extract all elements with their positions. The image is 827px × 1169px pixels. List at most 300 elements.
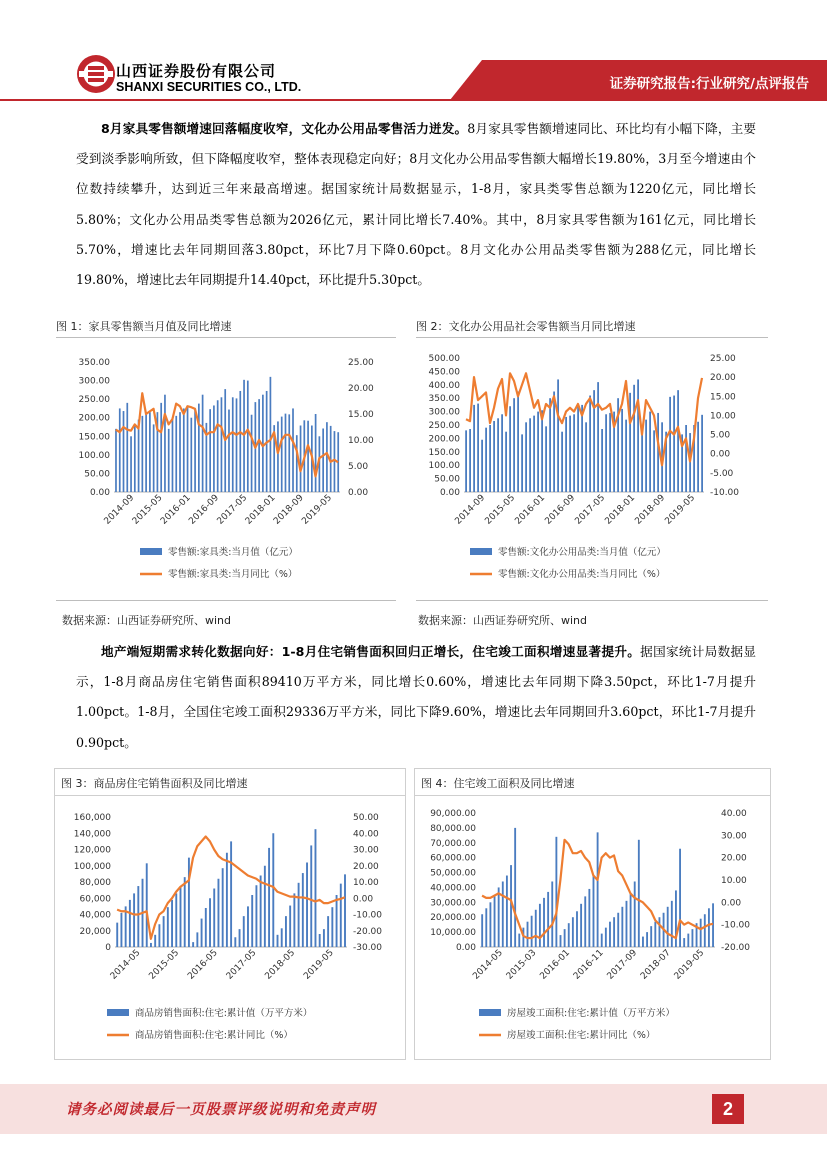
fig3-bar [205,908,207,947]
fig3-bar [306,863,308,948]
fig3-bar [158,924,160,947]
fig1-bar [288,414,290,492]
fig4-bar [572,917,574,947]
fig1-bar [217,400,219,492]
fig3-bar [218,879,220,947]
fig3-left-tick-label: 100,000 [73,861,111,872]
fig4-right-tick-label: 30.00 [721,831,747,842]
page-header [0,0,827,110]
fig4-bar [531,916,533,947]
paragraph-property-body: 据国家统计局数据显示，1-8月商品房住宅销售面积89410万平方米，同比增长0.60%，增速比去年同期下降3.50pct，环比1-7月提升1.00pct。1-8月，全国住宅竣工面积29336万平方米，同比下降9.60%，增速比去年同期回升3.60pct，环比1-7月提升0.90pct。 [76,644,756,750]
fig2-bar [481,440,483,492]
fig1-right-tick-label: 25.00 [348,358,374,368]
figure-1-top-rule [56,337,396,338]
fig4-bar [700,919,702,947]
footer-disclaimer-link[interactable]: 请务必阅读最后一页股票评级说明和免责声明 [66,1101,376,1118]
fig3-bar [277,935,279,947]
fig1-bar [175,416,177,492]
fig2-legend-bar-label: 零售额:文化办公用品类:当月值（亿元） [498,547,666,558]
fig4-x-tick-label: 2019-05 [672,948,707,982]
fig2-bar [589,396,591,492]
fig4-bar [584,896,586,947]
fig4-bar [621,907,623,947]
fig4-right-tick-label: 10.00 [721,876,747,886]
fig3-left-tick-label: 60,000 [79,894,111,905]
fig3-left-tick-label: 20,000 [79,926,111,937]
fig1-left-tick-label: 200.00 [78,413,110,424]
fig4-bar [638,840,640,947]
fig1-bar [300,426,302,492]
fig1-left-tick-label: 300.00 [78,376,110,387]
fig2-left-tick-label: 500.00 [428,354,460,364]
fig2-bar [553,392,555,493]
fig4-left-tick-label: 0.00 [455,943,476,953]
fig4-legend-line-label: 房屋竣工面积:住宅:累计同比（%） [507,1030,656,1041]
chart-furniture-retail [52,344,402,594]
fig2-bar [649,412,651,492]
figure-4-caption-rule [415,795,770,796]
fig4-bar [593,876,595,947]
fig3-bar [293,893,295,947]
fig3-bar [234,937,236,947]
fig4-bar [687,934,689,947]
fig1-bar [190,418,192,492]
fig4-bar [601,934,603,947]
fig3-bar [192,942,194,947]
fig2-bar [697,422,699,492]
fig2-bar [569,416,571,492]
fig2-bar [609,413,611,492]
fig2-bar [689,433,691,492]
fig2-bar [669,397,671,492]
fig3-bar [116,923,118,947]
fig3-right-tick-label: 50.00 [353,813,379,823]
fig4-bar [518,934,520,947]
fig2-bar [473,405,475,492]
fig2-right-tick-label: 15.00 [710,392,736,403]
fig2-bar [517,392,519,493]
figure-1-source: 数据来源：山西证券研究所、wind [62,614,232,627]
fig2-left-tick-label: 350.00 [428,394,460,405]
figure-4-panel [414,768,771,1060]
fig4-bar [588,889,590,947]
fig4-bar [626,901,628,947]
fig4-left-tick-label: 70,000.00 [430,838,476,849]
figure-4-caption: 图 4：住宅竣工面积及同比增速 [421,777,575,790]
fig4-left-tick-label: 40,000.00 [430,883,476,894]
fig1-left-tick-label: 150.00 [78,432,110,443]
fig4-bar [630,893,632,947]
fig2-right-tick-label: 5.00 [710,430,731,441]
fig1-bar [315,414,317,492]
fig4-bar [671,901,673,947]
fig3-bar [336,895,338,947]
fig3-x-tick-label: 2014-05 [108,948,143,982]
fig1-bar [119,408,121,492]
fig3-bar [150,943,152,947]
fig3-x-tick-label: 2016-05 [186,948,220,982]
fig2-bar [525,422,527,492]
fig3-bar [315,829,317,947]
fig4-x-tick-label: 2016-01 [538,948,573,982]
fig4-bar [547,892,549,947]
fig4-right-tick-label: 40.00 [721,809,747,819]
fig1-bar [142,416,144,492]
fig2-bar [501,414,503,492]
fig3-right-tick-label: -10.00 [353,910,383,921]
fig4-left-tick-label: 10,000.00 [430,928,476,939]
fig3-x-tick-label: 2018-05 [263,948,298,982]
fig4-bar [597,832,599,947]
fig4-bar [642,937,644,947]
fig2-bar [533,416,535,492]
fig4-bar [514,828,516,947]
fig2-bar [549,398,551,492]
fig1-bar [232,397,234,492]
fig2-right-tick-label: 10.00 [710,411,736,422]
fig3-bar [340,884,342,947]
fig3-bar [180,886,182,947]
fig3-bar [251,895,253,947]
fig3-bar [167,907,169,947]
fig2-bar [521,434,523,492]
fig1-bar [258,399,260,492]
fig3-legend-bar-swatch [107,1009,129,1016]
fig1-bar [270,377,272,492]
fig1-right-tick-label: 0.00 [348,488,369,498]
figure-1-caption: 图 1：家具零售额当月值及同比增速 [56,320,232,333]
fig2-bar [465,430,467,492]
fig4-bar [560,935,562,947]
fig4-left-tick-label: 20,000.00 [430,913,476,924]
fig1-bar [160,403,162,492]
fig2-x-tick-label: 2014-09 [453,493,488,527]
fig2-bar [469,429,471,492]
fig1-bar [307,421,309,492]
fig2-left-tick-label: 200.00 [428,434,460,445]
fig2-x-tick-label: 2018-09 [633,493,668,527]
fig2-bar [537,412,539,492]
page-number: 2 [712,1094,744,1124]
fig3-legend-line-label: 商品房销售面积:住宅:累计同比（%） [135,1030,293,1041]
fig2-bar [601,429,603,492]
fig4-bar [489,902,491,947]
fig4-legend-bar-swatch [479,1009,501,1016]
fig4-left-tick-label: 90,000.00 [430,809,476,819]
fig4-bar [551,881,553,947]
fig2-left-tick-label: 250.00 [428,421,460,431]
fig1-legend-line-label: 零售额:家具类:当月同比（%） [168,569,298,580]
fig2-legend-bar-swatch [470,548,492,555]
fig2-bar [625,420,627,492]
fig3-bar [196,932,198,947]
fig4-left-tick-label: 50,000.00 [430,868,476,879]
fig3-right-tick-label: -20.00 [353,926,383,937]
fig2-x-tick-label: 2018-01 [603,493,638,527]
fig2-legend-line-label: 零售额:文化办公用品类:当月同比（%） [498,569,666,580]
figure-2-bottom-rule [416,600,768,601]
fig3-bar [331,907,333,947]
fig3-x-tick-label: 2017-05 [224,948,259,982]
fig2-bar [597,382,599,492]
fig2-bar [641,428,643,492]
fig1-right-tick-label: 5.00 [348,462,369,472]
fig2-right-tick-label: 20.00 [710,373,736,384]
fig2-bar [505,432,507,492]
fig3-left-tick-label: 0 [105,943,111,953]
fig4-bar [609,922,611,947]
fig2-bar [573,414,575,492]
fig1-bar [130,436,132,492]
figure-3-caption-rule [55,795,405,796]
fig1-bar [251,415,253,492]
fig3-bar [319,934,321,947]
fig2-bar [581,405,583,492]
fig3-bar [255,885,257,947]
fig3-bar [230,841,232,947]
fig4-bar [543,898,545,947]
fig2-x-tick-label: 2015-05 [483,493,518,527]
fig3-bar [323,929,325,947]
chart-office-supplies-retail [412,344,770,594]
fig1-bar [285,414,287,492]
fig1-left-tick-label: 250.00 [78,395,110,406]
fig4-bar [535,910,537,947]
fig3-right-tick-label: 0.00 [353,894,374,905]
company-name-cn: 山西证券股份有限公司 [116,62,277,80]
fig4-bar [617,913,619,947]
fig2-bar [633,385,635,492]
fig2-bar [605,414,607,492]
figure-3-panel [54,768,406,1060]
fig4-right-tick-label: -10.00 [721,920,751,931]
fig3-bar [310,845,312,947]
fig3-bar [154,935,156,947]
fig1-bar [239,391,241,492]
fig2-bar [485,428,487,492]
fig3-bar [247,906,249,947]
fig4-bar [506,876,508,947]
fig2-x-tick-label: 2016-09 [543,493,578,527]
fig4-bar [481,914,483,947]
fig1-left-tick-label: 100.00 [78,450,110,461]
figure-1-bottom-rule [56,600,396,601]
fig2-right-tick-label: -5.00 [710,468,734,479]
fig3-bar [289,906,291,947]
fig1-bar [123,411,125,492]
fig4-left-tick-label: 60,000.00 [430,853,476,864]
fig1-x-tick-label: 2018-09 [272,493,306,527]
fig2-left-tick-label: 0.00 [439,488,460,498]
fig3-right-tick-label: 20.00 [353,861,379,872]
fig3-bar [146,863,148,947]
fig4-right-tick-label: -20.00 [721,943,751,953]
fig1-bar [183,408,185,492]
figure-2-top-rule [416,337,768,338]
chart-housing-sales [55,797,405,1057]
chart-housing-completion [415,797,770,1057]
fig1-legend-bar-label: 零售额:家具类:当月值（亿元） [168,547,298,558]
fig3-left-tick-label: 120,000 [73,845,111,856]
fig2-bar [673,396,675,492]
fig1-bar [228,410,230,492]
fig1-right-tick-label: 10.00 [348,436,374,446]
fig3-left-tick-label: 160,000 [73,813,111,823]
fig2-bar [509,406,511,492]
company-logo-icon [77,55,115,93]
fig4-bar [646,932,648,947]
fig1-plot [79,358,375,580]
fig4-plot [430,809,750,1041]
fig4-x-tick-label: 2014-05 [471,948,505,982]
fig2-bar [701,415,703,492]
fig4-bar [650,926,652,947]
fig1-bar [168,429,170,492]
fig1-x-tick-label: 2017-05 [215,493,250,527]
fig4-bar [679,849,681,947]
fig1-bar [164,395,166,492]
fig3-left-tick-label: 140,000 [73,829,111,840]
fig1-bar [243,380,245,492]
fig2-bar [493,421,495,492]
fig4-right-tick-label: 0.00 [721,898,742,909]
fig1-x-tick-label: 2016-01 [159,493,193,527]
fig3-bar [120,913,122,947]
fig1-bar [281,417,283,492]
fig1-bar [179,412,181,492]
fig1-x-tick-label: 2014-09 [102,493,137,527]
fig4-left-tick-label: 80,000.00 [430,823,476,834]
fig3-bar [285,916,287,947]
fig1-bar [236,398,238,492]
fig3-left-tick-label: 40,000 [79,910,111,921]
fig2-right-tick-label: -10.00 [710,488,740,498]
fig2-bar [545,426,547,492]
fig4-bar [704,914,706,947]
fig4-bar [485,908,487,947]
fig4-x-tick-label: 2015-03 [504,948,539,982]
fig1-legend-bar-swatch [140,548,162,555]
fig1-bar [194,408,196,492]
fig3-bar [184,877,186,947]
paragraph-retail [76,114,756,295]
fig1-bar [296,435,298,492]
fig1-left-tick-label: 50.00 [84,469,110,480]
fig2-bar [541,410,543,492]
fig1-bar [209,409,211,492]
fig2-bar [561,432,563,492]
fig2-left-tick-label: 400.00 [428,380,460,391]
fig3-bar [272,833,274,947]
fig4-x-tick-label: 2018-07 [639,948,673,982]
fig4-bar [708,908,710,947]
fig4-bar [683,938,685,947]
fig1-bar [247,381,249,492]
figure-2-caption: 图 2：文化办公用品社会零售额当月同比增速 [416,320,636,333]
fig3-x-tick-label: 2015-05 [147,948,182,982]
fig2-x-tick-label: 2019-05 [663,493,698,527]
fig3-bar [264,866,266,947]
fig1-left-tick-label: 350.00 [78,358,110,368]
fig4-bar [692,929,694,947]
figure-3-caption: 图 3：商品房住宅销售面积及同比增速 [61,777,248,790]
fig2-bar [497,418,499,492]
fig3-bar [137,886,139,947]
fig4-x-tick-label: 2016-11 [571,948,606,982]
fig1-bar [277,421,279,492]
fig1-x-tick-label: 2019-05 [300,493,334,527]
fig1-bar [202,395,204,492]
fig3-bar [344,874,346,947]
fig4-bar [654,922,656,947]
fig2-bar [653,430,655,492]
fig1-bar [292,408,294,492]
fig3-right-tick-label: 40.00 [353,829,379,840]
fig4-right-tick-label: 20.00 [721,853,747,864]
fig3-bar [129,900,131,947]
fig4-bar [667,907,669,947]
fig1-x-tick-label: 2015-05 [130,493,165,527]
fig1-bar [187,406,189,492]
fig3-right-tick-label: 30.00 [353,845,379,856]
fig4-bar [527,922,529,947]
fig4-left-tick-label: 30,000.00 [430,898,476,909]
fig2-left-tick-label: 100.00 [428,461,460,472]
fig3-bar [243,916,245,947]
fig1-bar [126,403,128,492]
fig3-bar [239,929,241,947]
fig3-bar [201,919,203,947]
fig2-bar [685,425,687,492]
paragraph-retail-body: 8月家具零售额增速同比、环比均有小幅下降，主要受到淡季影响所致，但下降幅度收窄，整体表现稳定向好；8月文化办公用品零售额大幅增长19.80%，3月至今增速由个位数持续攀升，达到近三年来最高增速。据国家统计局数据显示，1-8月，家具类零售总额为1220亿元，同比增长5.80%；文化办公用品类零售总额为2026亿元，累计同比增长7.40%。其中，8月家具零售额为161亿元，同比增长5.70%，增速比去年同期回落3.80pct，环比7月下降0.60pct。8月文化办公用品类零售额为288亿元，同比增长19.80%，增速比去年同期提升14.40pct，环比提升5.30pct。 [76,121,757,288]
fig4-bar [568,923,570,947]
paragraph-property-heading: 地产端短期需求转化数据向好：1-8月住宅销售面积回归正增长，住宅竣工面积增速显著提升。 [101,644,641,659]
fig4-bar [539,904,541,947]
fig2-bar [677,390,679,492]
fig1-bar [138,420,140,492]
fig3-bar [298,883,300,947]
fig1-bar [198,404,200,492]
fig2-bar [645,420,647,492]
fig2-bar [577,406,579,492]
fig1-bar [145,412,147,492]
fig3-bar [226,853,228,947]
fig2-bar [477,404,479,492]
fig1-right-tick-label: 15.00 [348,410,374,420]
fig3-bar [213,889,215,948]
fig1-bar [115,429,117,492]
fig2-bar [489,425,491,492]
fig4-bar [605,928,607,947]
fig3-bar [222,868,224,947]
fig4-bar [659,917,661,947]
fig2-bar [513,398,515,492]
fig3-bar [260,876,262,948]
paragraph-retail-heading: 8月家具零售额增速回落幅度收窄，文化办公用品零售活力迸发。 [101,121,468,136]
fig3-legend-bar-label: 商品房销售面积:住宅:累计值（万平方米） [135,1008,313,1019]
fig4-bar [613,917,615,947]
fig3-bar [268,848,270,947]
paragraph-property [76,637,756,758]
fig1-bar [172,418,174,492]
fig1-bar [213,405,215,492]
fig4-bar [555,837,557,947]
fig3-plot [74,813,383,1041]
fig3-bar [302,873,304,947]
fig2-plot [429,354,740,580]
fig2-left-tick-label: 300.00 [428,407,460,418]
fig3-x-tick-label: 2019-05 [302,948,336,982]
